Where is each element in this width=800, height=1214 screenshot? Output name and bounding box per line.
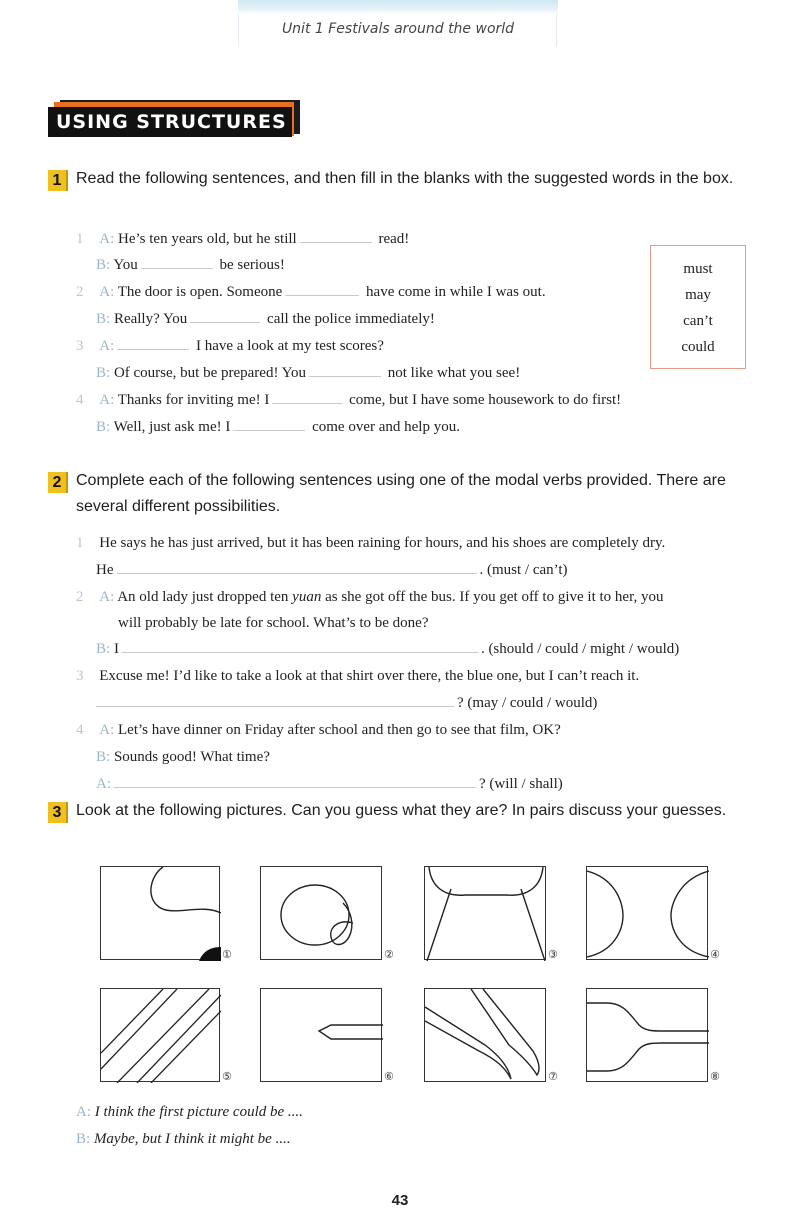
- answer-blank[interactable]: [285, 294, 359, 296]
- picture-5-drawing: [101, 989, 221, 1083]
- ex2-q1-answer: [96, 562, 568, 579]
- ex2-q3-text: [76, 668, 639, 685]
- speaker-label: B:: [96, 365, 111, 381]
- ex2-q3-answer: [96, 695, 597, 712]
- answer-blank[interactable]: [117, 348, 189, 350]
- item-number: 3: [76, 668, 84, 684]
- word-box-item: may: [685, 287, 711, 303]
- answer-blank[interactable]: [309, 375, 381, 377]
- header-decoration: [238, 0, 558, 14]
- item-number: 1: [76, 535, 84, 551]
- ex2-q4-a2: [96, 776, 563, 793]
- sentence-text: An old lady just dropped ten: [117, 589, 289, 605]
- picture-7: [424, 988, 546, 1082]
- answer-line[interactable]: [117, 572, 477, 574]
- picture-7-number: ⑦: [548, 1070, 558, 1083]
- picture-3: [424, 866, 546, 960]
- sentence-text: The door is open. Someone: [117, 284, 283, 300]
- ex1-item-4b: [96, 419, 460, 436]
- picture-2-number: ②: [384, 948, 394, 961]
- sentence-text: come over and help you.: [312, 419, 460, 435]
- sentence-text: He says he has just arrived, but it has been raining for hours, and his shoes are completely dry.: [99, 535, 666, 551]
- speaker-label: A:: [96, 776, 111, 792]
- answer-blank[interactable]: [141, 267, 213, 269]
- picture-2: [260, 866, 382, 960]
- ex2-q4-a: [76, 722, 561, 739]
- picture-4-drawing: [587, 867, 709, 961]
- exercise-instruction: Read the following sentences, and then fill in the blanks with the suggested words in the box.: [76, 170, 734, 187]
- speaker-label: B:: [96, 749, 111, 765]
- ex1-item-2b: [96, 311, 435, 328]
- modal-options: . (must / can’t): [479, 562, 568, 578]
- picture-4: [586, 866, 708, 960]
- modal-options: . (should / could / might / would): [480, 641, 680, 657]
- sentence-text: Excuse me! I’d like to take a look at that shirt over there, the blue one, but I can’t reach it.: [99, 668, 640, 684]
- ex1-item-1b: [96, 257, 285, 274]
- item-number: 3: [76, 338, 84, 354]
- speaker-label: A:: [99, 589, 115, 605]
- answer-line[interactable]: [96, 705, 454, 707]
- item-number: 4: [76, 722, 84, 738]
- dialogue-text: Maybe, but I think it might be ....: [93, 1131, 291, 1147]
- speaker-label: A:: [76, 1104, 91, 1120]
- sentence-text: have come in while I was out.: [366, 284, 546, 300]
- speaker-label: A:: [99, 338, 115, 354]
- speaker-label: B:: [76, 1131, 91, 1147]
- picture-8-number: ⑧: [710, 1070, 720, 1083]
- speaker-label: A:: [99, 231, 115, 247]
- speaker-label: B:: [96, 641, 111, 657]
- ex1-item-2a: [76, 284, 546, 301]
- sentence-text: yuan: [292, 589, 322, 605]
- ex1-item-3b: [96, 365, 520, 382]
- modal-options: ? (will / shall): [479, 776, 563, 792]
- sentence-text: I: [113, 641, 119, 657]
- sentence-text: Of course, but be prepared! You: [113, 365, 306, 381]
- ex1-item-3a: [76, 338, 384, 355]
- speaker-label: B:: [96, 419, 111, 435]
- speaker-label: B:: [96, 311, 111, 327]
- speaker-label: A:: [99, 722, 115, 738]
- sentence-text: call the police immediately!: [267, 311, 435, 327]
- sentence-text: I have a look at my test scores?: [196, 338, 384, 354]
- sentence-text: not like what you see!: [387, 365, 521, 381]
- answer-blank[interactable]: [233, 429, 305, 431]
- modal-options: ? (may / could / would): [457, 695, 598, 711]
- picture-6-drawing: [261, 989, 383, 1083]
- item-number: 2: [76, 284, 84, 300]
- exercise-instruction: Complete each of the following sentences using one of the modal verbs provided. There are several different possibilities.: [76, 472, 726, 515]
- sentence-text: You: [113, 257, 138, 273]
- sentence-text: as she got off the bus. If you get off to give it to her, you: [325, 589, 664, 605]
- exercise-number: 2: [48, 472, 68, 493]
- word-box-item: can’t: [683, 313, 713, 329]
- sentence-text: read!: [378, 231, 410, 247]
- exercise-number: 1: [48, 170, 68, 191]
- picture-3-drawing: [425, 867, 547, 961]
- picture-1-number: ①: [222, 948, 232, 961]
- answer-blank[interactable]: [300, 241, 372, 243]
- ex2-q2-a: [76, 589, 663, 606]
- dialogue-line-a: [76, 1104, 303, 1121]
- exercise-number: 3: [48, 802, 68, 823]
- speaker-label: B:: [96, 257, 111, 273]
- ex1-item-4a: [76, 392, 621, 409]
- picture-3-number: ③: [548, 948, 558, 961]
- item-number: 1: [76, 231, 84, 247]
- sentence-text: be serious!: [219, 257, 285, 273]
- dialogue-line-b: [76, 1131, 291, 1148]
- picture-4-number: ④: [710, 948, 720, 961]
- answer-line[interactable]: [114, 786, 476, 788]
- item-number: 2: [76, 589, 84, 605]
- speaker-label: A:: [99, 284, 115, 300]
- section-banner: USING STRUCTURES: [48, 107, 292, 137]
- page-number: 43: [391, 1192, 409, 1209]
- item-number: 4: [76, 392, 84, 408]
- dialogue-text: I think the first picture could be ....: [94, 1104, 303, 1120]
- ex2-q4-b: [96, 749, 270, 766]
- picture-7-drawing: [425, 989, 547, 1083]
- exercise-instruction: Look at the following pictures. Can you guess what they are? In pairs discuss your guesses.: [76, 802, 727, 819]
- sentence-text: Really? You: [113, 311, 188, 327]
- ex2-q2-a-cont: will probably be late for school. What’s to be done?: [118, 615, 429, 631]
- picture-6: [260, 988, 382, 1082]
- sentence-text: Well, just ask me! I: [113, 419, 231, 435]
- ex2-q1-text: [76, 535, 665, 552]
- word-box-item: could: [681, 339, 715, 355]
- word-box: [650, 245, 746, 369]
- ex2-q2-b: [96, 641, 679, 658]
- sentence-text: He’s ten years old, but he still: [118, 231, 297, 247]
- speaker-label: A:: [99, 392, 115, 408]
- picture-1-drawing: [101, 867, 221, 961]
- sentence-text: He: [96, 562, 114, 578]
- picture-2-drawing: [261, 867, 383, 961]
- picture-5: [100, 988, 220, 1082]
- sentence-text: Sounds good! What time?: [113, 749, 270, 765]
- picture-6-number: ⑥: [384, 1070, 394, 1083]
- picture-8-drawing: [587, 989, 709, 1083]
- answer-line[interactable]: [122, 651, 478, 653]
- answer-blank[interactable]: [190, 321, 260, 323]
- sentence-text: come, but I have some housework to do first!: [349, 392, 622, 408]
- word-box-item: must: [683, 261, 713, 277]
- picture-8: [586, 988, 708, 1082]
- picture-5-number: ⑤: [222, 1070, 232, 1083]
- answer-blank[interactable]: [272, 402, 342, 404]
- picture-1: [100, 866, 220, 960]
- sentence-text: Let’s have dinner on Friday after school and then go to see that film, OK?: [118, 722, 561, 738]
- sentence-text: Thanks for inviting me! I: [117, 392, 270, 408]
- ex1-item-1a: [76, 231, 409, 248]
- unit-title: Unit 1 Festivals around the world: [281, 21, 515, 37]
